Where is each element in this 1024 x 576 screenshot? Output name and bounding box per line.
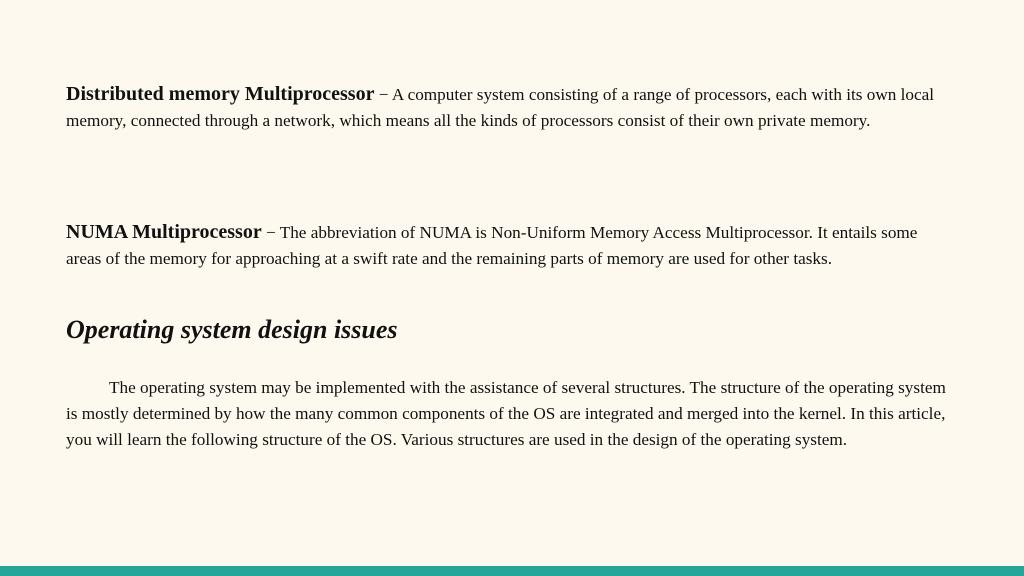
section-heading: Operating system design issues — [66, 315, 398, 344]
distributed-memory-term: Distributed memory Multiprocessor — [66, 83, 375, 105]
distributed-memory-description: A computer system consisting of a range of processors, each with its own local memory, connected through a network, which means all the kinds of processors consist of their own private memory. — [66, 85, 935, 130]
numa-term: NUMA Multiprocessor — [66, 221, 262, 243]
numa-separator: − — [261, 223, 280, 242]
design-issues-paragraph: The operating system may be implemented with the assistance of several structures. The structure of the operating system is mostly determined by how the many common components of the OS are integrated and merged into the kernel. In this article, you will learn the following structure of the OS. Various structures are used in the design of the operating system. — [66, 378, 946, 449]
distributed-memory-separator: − — [374, 85, 392, 104]
bottom-accent-bar — [0, 566, 1024, 576]
numa-paragraph — [66, 220, 956, 271]
numa-description: The abbreviation of NUMA is Non-Uniform Memory Access Multiprocessor. It entails some areas of the memory for approaching at a swift rate and the remaining parts of memory are used for other tasks. — [66, 223, 918, 268]
distributed-memory-paragraph — [66, 82, 956, 133]
